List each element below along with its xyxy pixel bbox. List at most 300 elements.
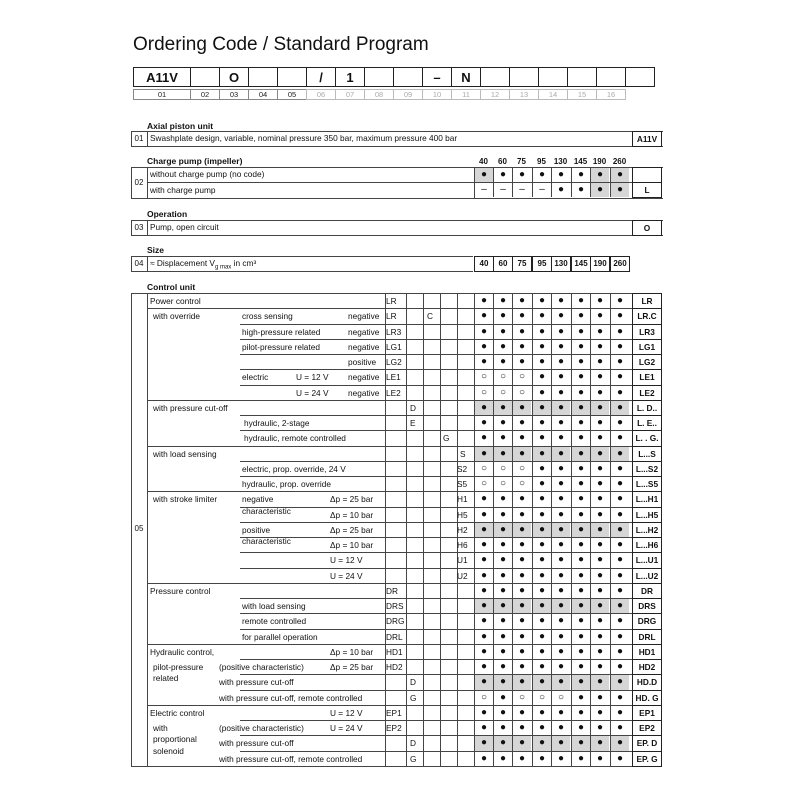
grid-line [385, 766, 474, 767]
result-code: L...U1 [632, 552, 662, 568]
section-axial-heading: Axial piston unit [147, 121, 214, 131]
availability-mark: ● [493, 523, 512, 537]
availability-mark: ● [571, 386, 590, 400]
availability-mark: ● [590, 462, 609, 476]
code-letter: G [410, 753, 417, 764]
code-position-number: 01 [133, 89, 191, 100]
result-code: HD.D [632, 674, 662, 690]
availability-mark: ● [551, 721, 570, 735]
result-code: LE2 [632, 385, 662, 401]
result-code: L...H5 [632, 507, 662, 523]
operation-text: Pump, open circuit [150, 222, 219, 232]
size-box: 40 [474, 256, 494, 272]
availability-mark: ● [474, 294, 493, 308]
availability-mark: ● [512, 736, 531, 750]
label-voltage: U = 24 V [330, 570, 363, 581]
code-box: – [422, 67, 452, 87]
availability-mark: ● [590, 325, 609, 339]
availability-mark: ● [610, 462, 629, 476]
size-column-header: 95 [537, 157, 546, 166]
grid-line [385, 400, 474, 401]
availability-mark: ● [590, 736, 609, 750]
availability-mark: ● [571, 645, 590, 659]
availability-mark: ● [610, 325, 629, 339]
availability-mark: ● [590, 492, 609, 506]
availability-mark: ● [474, 538, 493, 552]
availability-mark: ● [493, 630, 512, 644]
availability-mark: ● [493, 660, 512, 674]
code-letter: H6 [457, 540, 468, 550]
availability-mark: ● [512, 553, 531, 567]
code-letter: DR [386, 585, 398, 596]
availability-mark: ● [571, 614, 590, 628]
availability-mark: ● [551, 325, 570, 339]
availability-mark: ● [532, 523, 551, 537]
availability-mark: – [474, 183, 493, 197]
availability-mark: ● [493, 706, 512, 720]
availability-mark: ● [551, 660, 570, 674]
availability-mark: ● [571, 523, 590, 537]
availability-mark: ● [512, 340, 531, 354]
availability-mark: ● [474, 752, 493, 766]
availability-mark: ● [493, 401, 512, 415]
label-voltage: U = 12 V [330, 555, 363, 566]
availability-mark: ○ [493, 370, 512, 384]
availability-mark: ● [590, 752, 609, 766]
availability-mark: ● [551, 416, 570, 430]
grid-line [385, 644, 474, 645]
label-hp-related: high-pressure related [242, 326, 321, 337]
grid-line [131, 293, 147, 294]
code-letter: S [460, 448, 466, 459]
result-code: DRL [632, 629, 662, 645]
code-letter: U2 [457, 570, 468, 581]
grid-line [131, 766, 147, 767]
label-solenoid: solenoid [153, 745, 184, 756]
availability-mark: ● [610, 584, 629, 598]
label-voltage: U = 24 V [296, 387, 329, 398]
availability-mark: ● [571, 401, 590, 415]
result-code: LR3 [632, 324, 662, 340]
result-code: L...H1 [632, 491, 662, 507]
grid-line [385, 415, 474, 416]
label-negative: negative [348, 326, 380, 337]
availability-mark: ● [610, 370, 629, 384]
availability-mark: ○ [474, 691, 493, 705]
label-dp: Δp = 25 bar [330, 662, 374, 672]
availability-mark: ● [512, 431, 531, 445]
availability-mark: ● [610, 538, 629, 552]
row-number: 03 [134, 223, 144, 232]
code-position-number: 14 [538, 89, 568, 100]
grid-line [440, 293, 441, 766]
result-code: L...U2 [632, 568, 662, 584]
result-code: EP. D [632, 735, 662, 751]
availability-mark: ● [512, 294, 531, 308]
code-box [567, 67, 597, 87]
availability-mark: ● [590, 538, 609, 552]
availability-mark: ○ [512, 691, 531, 705]
availability-mark: ● [532, 447, 551, 461]
availability-mark: ● [474, 553, 493, 567]
availability-mark: ● [551, 630, 570, 644]
availability-mark: ● [532, 386, 551, 400]
code-letter: H2 [457, 524, 468, 535]
section-size-heading: Size [147, 245, 165, 255]
availability-mark: ● [571, 355, 590, 369]
availability-mark: ● [474, 325, 493, 339]
label-cross-sensing: cross sensing [242, 311, 293, 322]
label-voltage: U = 12 V [330, 707, 363, 718]
grid-line [385, 537, 474, 538]
grid-line [385, 705, 474, 706]
grid-line [385, 720, 474, 721]
availability-mark: ● [571, 675, 590, 689]
availability-mark: ● [512, 630, 531, 644]
grid-line [385, 751, 474, 752]
availability-mark: ● [551, 614, 570, 628]
code-letter: H5 [457, 509, 468, 520]
code-letter: LE1 [386, 372, 401, 383]
availability-mark: ● [610, 183, 629, 197]
code-position-number: 09 [393, 89, 423, 100]
availability-mark: ● [474, 508, 493, 522]
availability-mark: ● [571, 168, 590, 182]
code-position-number: 12 [480, 89, 510, 100]
label-negative: negative [348, 372, 380, 383]
availability-mark: ● [610, 523, 629, 537]
availability-mark: ● [571, 599, 590, 613]
availability-mark: ● [590, 630, 609, 644]
size-box: 260 [610, 256, 630, 272]
availability-mark: ● [493, 168, 512, 182]
availability-mark: ● [532, 599, 551, 613]
availability-mark: ● [610, 752, 629, 766]
code-letter: EP1 [386, 707, 402, 718]
availability-mark: ○ [532, 691, 551, 705]
availability-mark: ● [610, 614, 629, 628]
result-code: DRG [632, 613, 662, 629]
availability-mark: ● [590, 508, 609, 522]
availability-mark: ● [493, 355, 512, 369]
availability-mark: ● [610, 599, 629, 613]
availability-mark: ● [551, 553, 570, 567]
availability-mark: ● [532, 675, 551, 689]
availability-mark: ● [474, 523, 493, 537]
availability-mark: ● [532, 706, 551, 720]
availability-mark: ○ [512, 462, 531, 476]
availability-mark: ● [551, 309, 570, 323]
code-box [248, 67, 278, 87]
availability-mark: ● [610, 660, 629, 674]
result-code: HD2 [632, 659, 662, 675]
availability-mark: ● [590, 183, 609, 197]
grid-line [385, 324, 474, 325]
code-box: / [306, 67, 336, 87]
code-letter: G [443, 433, 450, 444]
availability-mark: ● [551, 752, 570, 766]
availability-mark: ● [551, 401, 570, 415]
code-position-number: 16 [596, 89, 626, 100]
availability-mark: ● [610, 447, 629, 461]
availability-mark: ● [571, 492, 590, 506]
availability-mark: ● [512, 599, 531, 613]
label-dp: Δp = 10 bar [330, 509, 374, 520]
availability-mark: ● [512, 752, 531, 766]
availability-mark: ● [532, 569, 551, 583]
availability-mark: ● [610, 416, 629, 430]
code-position-number: 15 [567, 89, 597, 100]
code-letter: LG2 [386, 357, 402, 367]
availability-mark: ● [590, 660, 609, 674]
availability-mark: ● [571, 721, 590, 735]
availability-mark: ● [590, 401, 609, 415]
availability-mark: ● [571, 325, 590, 339]
availability-mark: ● [493, 340, 512, 354]
availability-mark: ● [512, 706, 531, 720]
grid-line [385, 674, 474, 675]
result-code: L. . G. [632, 430, 662, 446]
code-letter: EP2 [386, 723, 402, 733]
section-operation-heading: Operation [147, 209, 188, 219]
grid-line [385, 735, 474, 736]
availability-mark: ● [571, 431, 590, 445]
label-with: with [153, 723, 168, 733]
label-with-load-sensing: with load sensing [153, 448, 217, 459]
label-hyd-prop: hydraulic, prop. override [242, 479, 332, 489]
label-dp: Δp = 25 bar [330, 494, 374, 505]
label-electric: electric [242, 372, 269, 383]
availability-mark: ● [512, 447, 531, 461]
availability-mark: ● [493, 538, 512, 552]
label-neg-char: characteristic [242, 505, 291, 516]
availability-mark: ● [474, 569, 493, 583]
availability-mark: ● [590, 691, 609, 705]
grid-line [385, 629, 474, 630]
result-code: LR.C [632, 308, 662, 324]
availability-mark: ● [551, 294, 570, 308]
availability-mark: ● [512, 309, 531, 323]
availability-mark: ● [532, 416, 551, 430]
availability-mark: ● [474, 675, 493, 689]
availability-mark: ● [590, 477, 609, 491]
availability-mark: ● [512, 645, 531, 659]
availability-mark: ● [532, 294, 551, 308]
label-with-load-sensing: with load sensing [242, 601, 306, 611]
availability-mark: ● [610, 645, 629, 659]
availability-mark: ● [551, 492, 570, 506]
availability-mark: ● [590, 675, 609, 689]
availability-mark: ● [571, 553, 590, 567]
availability-mark: ● [610, 294, 629, 308]
availability-mark: ● [571, 691, 590, 705]
availability-mark: ● [551, 645, 570, 659]
grid-line [385, 369, 474, 370]
result-code: O [632, 220, 662, 236]
grid-line [385, 430, 474, 431]
availability-mark: ● [571, 294, 590, 308]
availability-mark: ● [590, 431, 609, 445]
availability-mark: ● [590, 168, 609, 182]
label-voltage: U = 24 V [330, 723, 363, 733]
availability-mark: ● [493, 614, 512, 628]
availability-mark: ● [493, 675, 512, 689]
availability-mark: ● [532, 630, 551, 644]
availability-mark: ● [512, 168, 531, 182]
code-letter: HD2 [386, 662, 403, 672]
label-with-cutoff: with pressure cut-off [219, 738, 294, 749]
availability-mark: ○ [474, 370, 493, 384]
availability-mark: ● [571, 477, 590, 491]
availability-mark: ● [493, 294, 512, 308]
availability-mark: ● [512, 492, 531, 506]
grid-line [406, 293, 407, 766]
row-number: 01 [134, 134, 144, 143]
result-code-empty [632, 167, 662, 183]
availability-mark: ● [571, 462, 590, 476]
label-with-cutoff-remote: with pressure cut-off, remote controlled [219, 753, 363, 764]
label-pos-char: (positive characteristic) [219, 662, 304, 672]
label-dp: Δp = 10 bar [330, 646, 374, 657]
availability-mark: – [512, 183, 531, 197]
code-letter: D [410, 677, 416, 688]
code-box [393, 67, 423, 87]
grid-line [385, 598, 474, 599]
availability-mark: ● [474, 706, 493, 720]
code-box [480, 67, 510, 87]
availability-mark: ● [590, 370, 609, 384]
code-position-number: 08 [364, 89, 394, 100]
availability-mark: ● [493, 416, 512, 430]
grid-line [385, 385, 474, 386]
code-letter: H1 [457, 494, 468, 505]
availability-mark: ● [610, 431, 629, 445]
availability-mark: ● [532, 309, 551, 323]
availability-mark: ● [571, 340, 590, 354]
code-letter: LG1 [386, 341, 402, 352]
availability-mark: ● [474, 309, 493, 323]
availability-mark: ● [610, 630, 629, 644]
grid-line [385, 568, 474, 569]
result-code: LG2 [632, 354, 662, 370]
availability-mark: ● [610, 706, 629, 720]
size-column-header: 260 [612, 157, 627, 166]
availability-mark: ○ [474, 462, 493, 476]
size-column-header: 60 [498, 157, 507, 166]
code-box: 1 [335, 67, 365, 87]
grid-line [385, 552, 474, 553]
availability-mark: ● [551, 447, 570, 461]
section-control-heading: Control unit [147, 282, 196, 292]
code-box [364, 67, 394, 87]
availability-mark: ● [474, 401, 493, 415]
result-code: HD1 [632, 644, 662, 660]
availability-mark: ● [590, 447, 609, 461]
availability-mark: ● [571, 370, 590, 384]
availability-mark: ● [493, 752, 512, 766]
label-dp: Δp = 25 bar [330, 524, 374, 535]
label-parallel: for parallel operation [242, 631, 318, 642]
label-pos-char: (positive characteristic) [219, 723, 304, 733]
availability-mark: ● [474, 355, 493, 369]
availability-mark: ● [610, 386, 629, 400]
label-with-cutoff: with pressure cut-off [219, 677, 294, 688]
availability-mark: ● [512, 508, 531, 522]
availability-mark: ● [551, 736, 570, 750]
availability-mark: ● [571, 736, 590, 750]
availability-mark: ● [610, 721, 629, 735]
availability-mark: ● [590, 416, 609, 430]
grid-line [385, 507, 474, 508]
availability-mark: ● [512, 355, 531, 369]
label-pp-related: pilot-pressure related [242, 341, 320, 352]
code-box: N [451, 67, 481, 87]
availability-mark: ● [532, 431, 551, 445]
result-code: L...S5 [632, 476, 662, 492]
availability-mark: ● [551, 386, 570, 400]
code-letter: G [410, 692, 417, 703]
label-with-override: with override [153, 311, 201, 322]
grid-line [385, 339, 474, 340]
result-code: LG1 [632, 339, 662, 355]
availability-mark: ● [532, 325, 551, 339]
grid-line [385, 659, 474, 660]
availability-mark: ● [493, 309, 512, 323]
grid-line [385, 476, 474, 477]
availability-mark: ● [532, 736, 551, 750]
availability-mark: ● [610, 492, 629, 506]
availability-mark: ○ [493, 386, 512, 400]
availability-mark: ● [532, 477, 551, 491]
label-with-stroke: with stroke limiter [153, 494, 218, 505]
grid-line [385, 354, 474, 355]
availability-mark: ● [551, 462, 570, 476]
availability-mark: ● [610, 355, 629, 369]
availability-mark: ● [512, 614, 531, 628]
availability-mark: ● [590, 355, 609, 369]
code-letter: E [410, 418, 416, 428]
axial-text: Swashplate design, variable, nominal pressure 350 bar, maximum pressure 400 bar [150, 133, 458, 143]
size-box: 145 [571, 256, 591, 272]
label-positive: positive [348, 357, 377, 367]
availability-mark: ● [610, 340, 629, 354]
code-position-number: 07 [335, 89, 365, 100]
availability-mark: ● [474, 736, 493, 750]
availability-mark: ● [493, 431, 512, 445]
availability-mark: ● [571, 569, 590, 583]
availability-mark: ● [493, 508, 512, 522]
availability-mark: ○ [493, 477, 512, 491]
result-code: LE1 [632, 369, 662, 385]
availability-mark: ● [493, 325, 512, 339]
availability-mark: ● [493, 599, 512, 613]
grid-line [147, 293, 148, 766]
availability-mark: ● [532, 508, 551, 522]
code-box [277, 67, 307, 87]
availability-mark: ● [610, 736, 629, 750]
availability-mark: ● [610, 675, 629, 689]
section-charge-heading: Charge pump (impeller) [147, 156, 243, 166]
availability-mark: ● [590, 706, 609, 720]
availability-mark: ● [512, 523, 531, 537]
availability-mark: ● [610, 508, 629, 522]
size-column-header: 130 [553, 157, 568, 166]
availability-mark: ● [590, 340, 609, 354]
code-position-number: 10 [422, 89, 452, 100]
label-pilot: pilot-pressure [153, 662, 204, 672]
result-code: L. D.. [632, 400, 662, 416]
availability-mark: ● [532, 584, 551, 598]
